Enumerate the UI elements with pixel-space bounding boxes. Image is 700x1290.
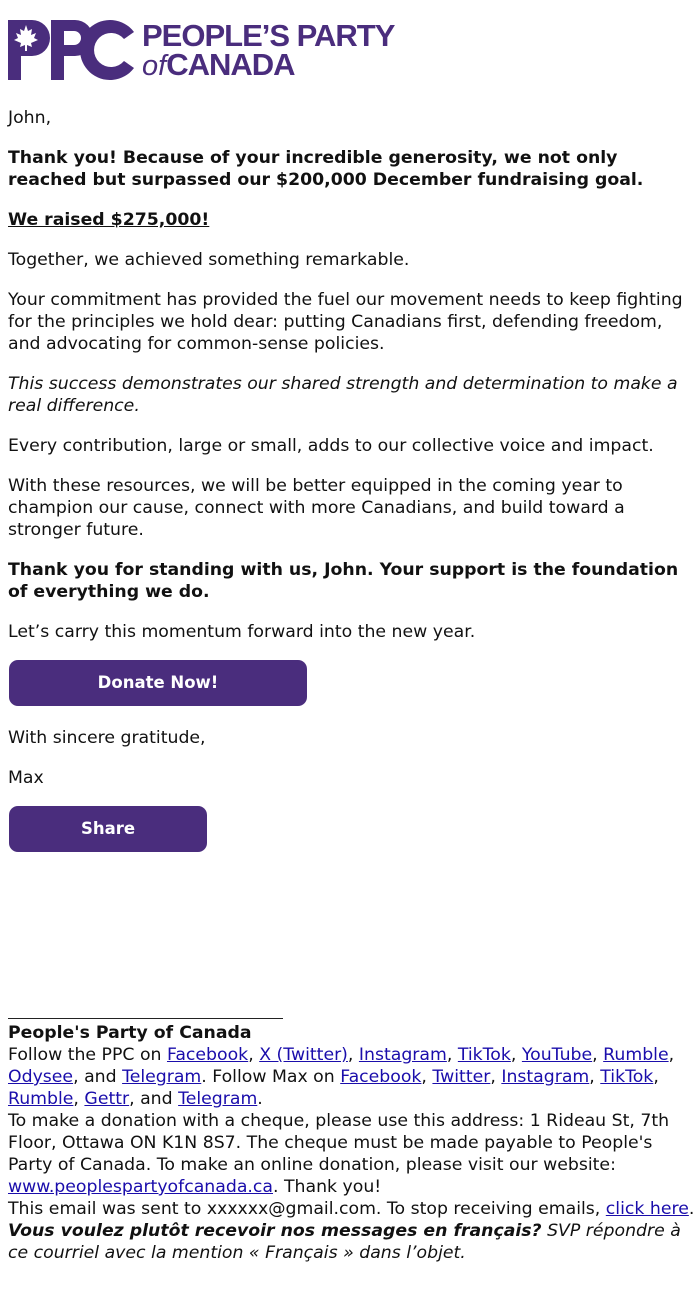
- footer-french-note: [8, 1220, 696, 1264]
- footer-unsubscribe: [8, 1198, 696, 1220]
- separator: ,: [248, 1045, 260, 1065]
- footer-org-name: People's Party of Canada: [8, 1023, 252, 1043]
- max-facebook-link[interactable]: Facebook: [340, 1067, 422, 1087]
- ppc-instagram-link[interactable]: Instagram: [358, 1045, 447, 1065]
- ppc-x-twitter-link[interactable]: X (Twitter): [259, 1045, 348, 1065]
- separator: ,: [668, 1045, 675, 1065]
- separator: ,: [446, 1045, 458, 1065]
- email-body: [8, 0, 696, 1263]
- max-tiktok-link[interactable]: TikTok: [600, 1067, 654, 1087]
- separator: .: [201, 1067, 213, 1087]
- raised-amount: We raised $275,000!: [8, 210, 210, 230]
- follow-ppc-label: Follow the PPC on: [8, 1045, 167, 1065]
- separator: ,: [347, 1045, 359, 1065]
- together-paragraph: Together, we achieved something remarkable.: [8, 250, 410, 270]
- ppc-monogram-logo: [8, 20, 138, 80]
- greeting: John,: [8, 108, 52, 128]
- max-instagram-link[interactable]: Instagram: [501, 1067, 590, 1087]
- french-question: Vous voulez plutôt recevoir nos messages en français?: [8, 1221, 542, 1241]
- commitment-paragraph: Your commitment has provided the fuel our movement needs to keep fighting for the principles we hold dear: putting Canadians first, defending freedom, and advocating for common-sense policies.: [8, 290, 683, 354]
- logo-of: of: [142, 50, 167, 82]
- separator: , and: [129, 1089, 179, 1109]
- contribution-paragraph: Every contribution, large or small, adds to our collective voice and impact.: [8, 436, 654, 456]
- separator: ,: [653, 1067, 659, 1087]
- max-rumble-link[interactable]: Rumble: [8, 1089, 74, 1109]
- ppc-youtube-link[interactable]: YouTube: [521, 1045, 593, 1065]
- logo-line-of-canada: [142, 49, 394, 82]
- signature: Max: [8, 768, 44, 788]
- follow-max-label: Follow Max on: [212, 1067, 341, 1087]
- separator: ,: [592, 1045, 604, 1065]
- momentum-paragraph: Let’s carry this momentum forward into the new year.: [8, 622, 476, 642]
- ppc-facebook-link[interactable]: Facebook: [166, 1045, 249, 1065]
- ppc-odysee-link[interactable]: Odysee: [8, 1067, 74, 1087]
- standing-paragraph: Thank you for standing with us, John. Your support is the foundation of everything we do.: [8, 560, 679, 602]
- separator: ,: [73, 1089, 85, 1109]
- share-button[interactable]: Share: [9, 806, 207, 852]
- unsubscribe-link[interactable]: click here: [605, 1199, 689, 1219]
- cheque-text: To make a donation with a cheque, please use this address: 1 Rideau St, 7th Floor, Ottawa ON K1N 8S7. The cheque must be made payable to People's Party of Canada. To make an online donation, please visit our website:: [8, 1111, 670, 1175]
- max-gettr-link[interactable]: Gettr: [84, 1089, 130, 1109]
- separator: .: [257, 1089, 263, 1109]
- footer-cheque-info: [8, 1110, 696, 1198]
- donate-now-button[interactable]: Donate Now!: [9, 660, 307, 706]
- ppc-telegram-link[interactable]: Telegram: [122, 1067, 202, 1087]
- logo-canada: CANADA: [166, 47, 295, 82]
- email-footer: [8, 1018, 696, 1264]
- ppc-rumble-link[interactable]: Rumble: [603, 1045, 669, 1065]
- footer-social-links: [8, 1044, 696, 1110]
- ppc-logo: [8, 20, 428, 100]
- ppc-tiktok-link[interactable]: TikTok: [457, 1045, 511, 1065]
- separator: ,: [490, 1067, 502, 1087]
- separator: ,: [589, 1067, 601, 1087]
- resources-paragraph: With these resources, we will be better equipped in the coming year to champion our cause, connect with more Canadians, and build toward a stronger future.: [8, 476, 625, 540]
- thank-you-text: . Thank you!: [273, 1177, 382, 1197]
- ppc-wordmark: [142, 20, 394, 82]
- success-paragraph: This success demonstrates our shared strength and determination to make a real difference.: [8, 374, 678, 416]
- separator: , and: [73, 1067, 123, 1087]
- website-link[interactable]: www.peoplespartyofcanada.ca: [8, 1177, 273, 1197]
- thanks-paragraph: Thank you! Because of your incredible generosity, we not only reached but surpassed our $200,000 December fundraising goal.: [8, 148, 644, 190]
- sent-to-text: This email was sent to xxxxxx@gmail.com. To stop receiving emails,: [8, 1199, 606, 1219]
- french-instruction: SVP répondre à ce courriel avec la mention « Français » dans l’objet.: [8, 1221, 681, 1263]
- max-twitter-link[interactable]: Twitter: [432, 1067, 491, 1087]
- separator: ,: [421, 1067, 433, 1087]
- max-telegram-link[interactable]: Telegram: [178, 1089, 258, 1109]
- separator: ,: [510, 1045, 522, 1065]
- footer-divider: [8, 1018, 283, 1019]
- separator: .: [688, 1199, 695, 1219]
- logo-line-peoples-party: PEOPLE’S PARTY: [142, 18, 395, 53]
- closing-line: With sincere gratitude,: [8, 728, 206, 748]
